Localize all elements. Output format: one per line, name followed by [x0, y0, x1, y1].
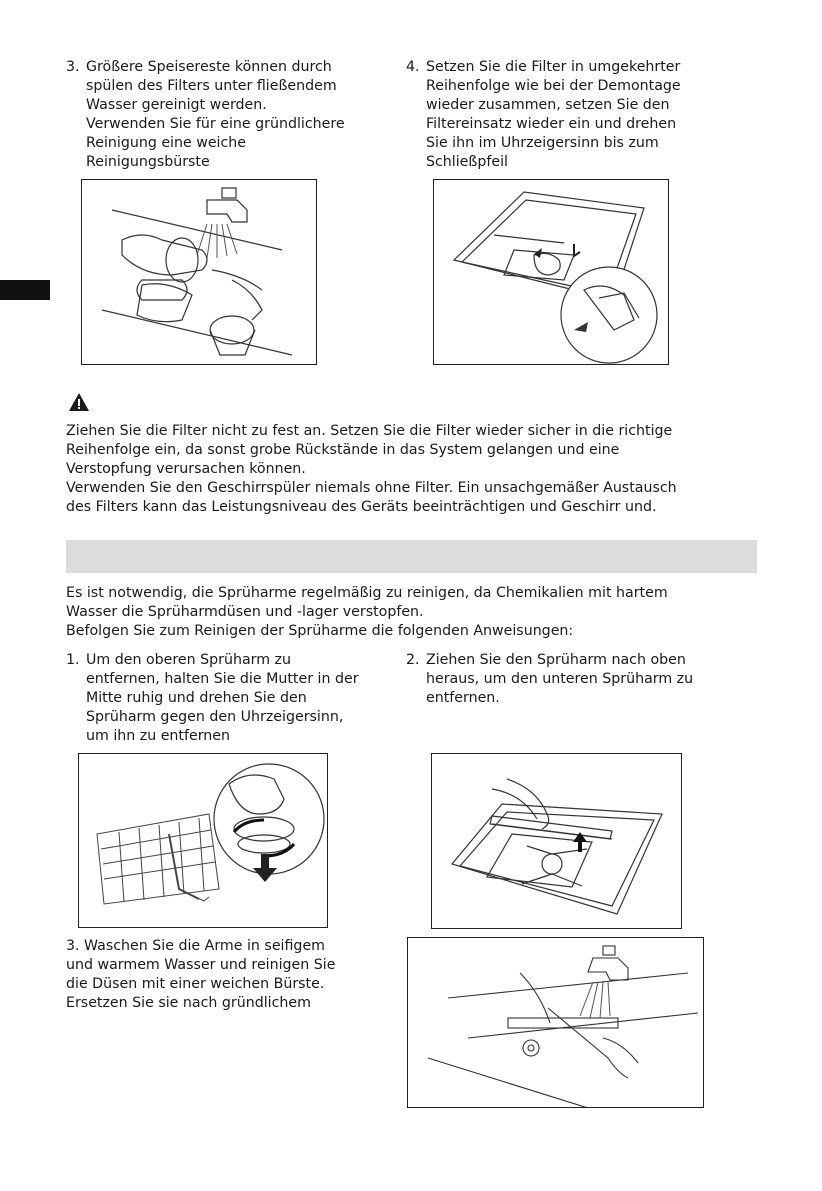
warning-triangle-icon [68, 392, 90, 412]
step-text-line: wieder zusammen, setzen Sie den [426, 97, 670, 113]
step-text-line: Filtereinsatz wieder ein und drehen [426, 116, 677, 132]
step-text-line: entfernen. [426, 690, 500, 706]
step-text-line: Setzen Sie die Filter in umgekehrter [426, 59, 681, 75]
step-text-line: Schließpfeil [426, 154, 508, 170]
intro-line: Wasser die Sprüharmdüsen und -lager verstopfen. [66, 604, 424, 620]
step-text-line: Sie ihn im Uhrzeigersinn bis zum [426, 135, 659, 151]
warning-line: Reihenfolge ein, da sonst grobe Rückstände in das System gelangen und eine [66, 442, 620, 458]
step-number: 3. [66, 59, 80, 75]
step-text-line: die Düsen mit einer weichen Bürste. [66, 976, 325, 992]
warning-line: Ziehen Sie die Filter nicht zu fest an. Setzen Sie die Filter wieder sicher in die richtige [66, 423, 673, 439]
spray-arm-brush-cleaning-illustration [407, 937, 704, 1108]
step-text-line: Größere Speisereste können durch [86, 59, 332, 75]
warning-text [66, 422, 677, 517]
step-text-line: Reihenfolge wie bei der Demontage [426, 78, 681, 94]
step-number: 2. [406, 652, 420, 668]
step-text-line: Sprüharm gegen den Uhrzeigersinn, [86, 709, 344, 725]
warning-line: Verwenden Sie den Geschirrspüler niemals ohne Filter. Ein unsachgemäßer Austausch [66, 480, 677, 496]
filter-rinse-illustration [81, 179, 317, 365]
step-number: 4. [406, 59, 420, 75]
intro-line: Es ist notwendig, die Sprüharme regelmäßig zu reinigen, da Chemikalien mit hartem [66, 585, 668, 601]
warning-line: Verstopfung verursachen können. [66, 461, 306, 477]
step-text-line: Reinigung eine weiche [86, 135, 247, 151]
filter-reinsert-illustration [433, 179, 669, 365]
step-text-line: entfernen, halten Sie die Mutter in der [86, 671, 359, 687]
section-header-bar [66, 540, 757, 573]
spray-arm-step-1 [66, 651, 359, 746]
step-text-line: und warmem Wasser und reinigen Sie [66, 957, 336, 973]
step-text-line: heraus, um den unteren Sprüharm zu [426, 671, 694, 687]
step-text-line: Verwenden Sie für eine gründlichere [86, 116, 345, 132]
step-text-line: Ziehen Sie den Sprüharm nach oben [426, 652, 686, 668]
lower-spray-arm-removal-illustration [431, 753, 682, 929]
language-tab-marker [0, 280, 50, 300]
spray-arm-step-2 [406, 651, 693, 708]
step-text-line: Ersetzen Sie sie nach gründlichem [66, 995, 311, 1011]
warning-line: des Filters kann das Leistungsniveau des Geräts beeinträchtigen und Geschirr und. [66, 499, 657, 515]
step-text-line: Um den oberen Sprüharm zu [86, 652, 291, 668]
step-text-line: Mitte ruhig und drehen Sie den [86, 690, 307, 706]
step-text-line: 3. Waschen Sie die Arme in seifigem [66, 938, 325, 954]
step-text-line: um ihn zu entfernen [86, 728, 231, 744]
filter-step-3 [66, 58, 345, 172]
upper-spray-arm-removal-illustration [78, 753, 328, 928]
filter-step-4 [406, 58, 681, 172]
spray-arm-intro [66, 584, 668, 641]
spray-arm-step-3 [66, 937, 335, 1013]
intro-line: Befolgen Sie zum Reinigen der Sprüharme die folgenden Anweisungen: [66, 623, 574, 639]
step-number: 1. [66, 652, 80, 668]
step-text-line: spülen des Filters unter fließendem [86, 78, 337, 94]
step-text-line: Reinigungsbürste [86, 154, 210, 170]
step-text-line: Wasser gereinigt werden. [86, 97, 267, 113]
